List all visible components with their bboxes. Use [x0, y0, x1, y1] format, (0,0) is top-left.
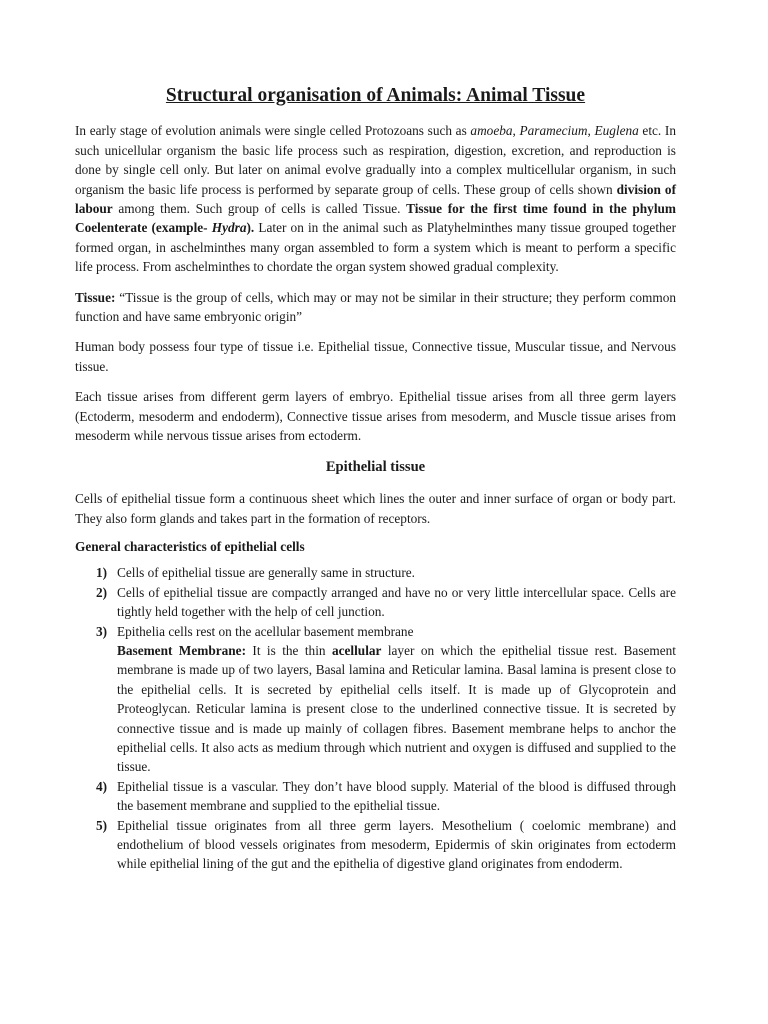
basement-membrane-description: Basement Membrane: It is the thin acellular layer on which the epithelial tissue rest. Basement membrane is made up of two layers, Basal lamina and Reticular lamina. Basal lamina is present close to the epithelial cells. It is secreted by epithelial cells itself. It is made up of Glycoprotein and Proteoglycan. Reticular lamina is present close to the underlined connective tissue. It is secreted by connective tissue and is made up mainly of collagen fibres. Basement membrane helps to anchor the epithelial cells. It also acts as medium through which nutrient and oxygen is diffused and supplied to the tissue. [117, 642, 676, 775]
list-item: 2) Cells of epithelial tissue are compactly arranged and have no or very little intercellular space. Cells are tightly held together with the help of cell junction. [96, 584, 676, 620]
characteristics-heading: General characteristics of epithelial cells [75, 539, 305, 555]
list-item: 5) Epithelial tissue originates from all three germ layers. Mesothelium ( coelomic membrane) and endothelium of blood vessels originates from mesoderm, Epidermis of skin originates from ectoderm while epithelial lining of the gut and the epithelia of digestive gland originates from endoderm. [96, 817, 676, 872]
list-item: 4) Epithelial tissue is a vascular. They don’t have blood supply. Material of the blood is diffused through the basement membrane and supplied to the epithelial tissue. [96, 778, 676, 814]
germ-layer-origin-paragraph: Each tissue arises from different germ layers of embryo. Epithelial tissue arises from all three germ layers (Ectoderm, mesoderm and endoderm), Connective tissue arises from mesoderm, and Muscle tissue arises from mesoderm while nervous tissue arises from ectoderm. [75, 389, 676, 444]
page-title: Structural organisation of Animals: Animal Tissue [165, 85, 586, 106]
document-page [75, 84, 676, 874]
tissue-types-paragraph: Human body possess four type of tissue i.e. Epithelial tissue, Connective tissue, Muscular tissue, and Nervous tissue. [75, 339, 676, 374]
list-item: 1) Cells of epithelial tissue are generally same in structure. [96, 565, 415, 581]
intro-paragraph: In early stage of evolution animals were single celled Protozoans such as amoeba, Paramecium, Euglena etc. In such unicellular organism the basic life process such as respiration, digestion, excretion, and reproduction is done by single cell only. But later on animal evolve gradually into a complex multicellular organism, in such organism the basic life process is performed by separate group of cells. These group of cells shown division of labour among them. Such group of cells is called Tissue. Tissue for the first time found in the phylum Coelenterate (example- Hydra). Later on in the animal such as Platyhelminthes many tissue grouped together formed organ, in aschelminthes many organ assembled to form a system which is meant to perform a specific life process. From aschelminthes to chordate the organ system showed gradual complexity. [75, 123, 677, 275]
tissue-definition: Tissue: “Tissue is the group of cells, which may or may not be similar in their structure; they perform common function and have same embryonic origin” [75, 289, 676, 325]
list-item: 3) Epithelia cells rest on the acellular basement membrane Basement Membrane: It is the thin acellular layer on which the epithelial tissue rest. Basement membrane is made up of two layers, Basal lamina and Reticular lamina. Basal lamina is present close to the epithelial cells. It is secreted by epithelial cells itself. It is made up of Glycoprotein and Proteoglycan. Reticular lamina is present close to the underlined connective tissue. It is secreted by connective tissue and is made up mainly of collagen fibres. Basement membrane helps to anchor the epithelial cells. It also acts as medium through which nutrient and oxygen is diffused and supplied to the tissue. [96, 623, 676, 775]
epithelial-tissue-heading: Epithelial tissue [325, 459, 426, 476]
characteristics-list [75, 563, 676, 874]
epithelial-intro-paragraph: Cells of epithelial tissue form a continuous sheet which lines the outer and inner surface of organ or body part. They also form glands and takes part in the formation of receptors. [75, 491, 676, 526]
